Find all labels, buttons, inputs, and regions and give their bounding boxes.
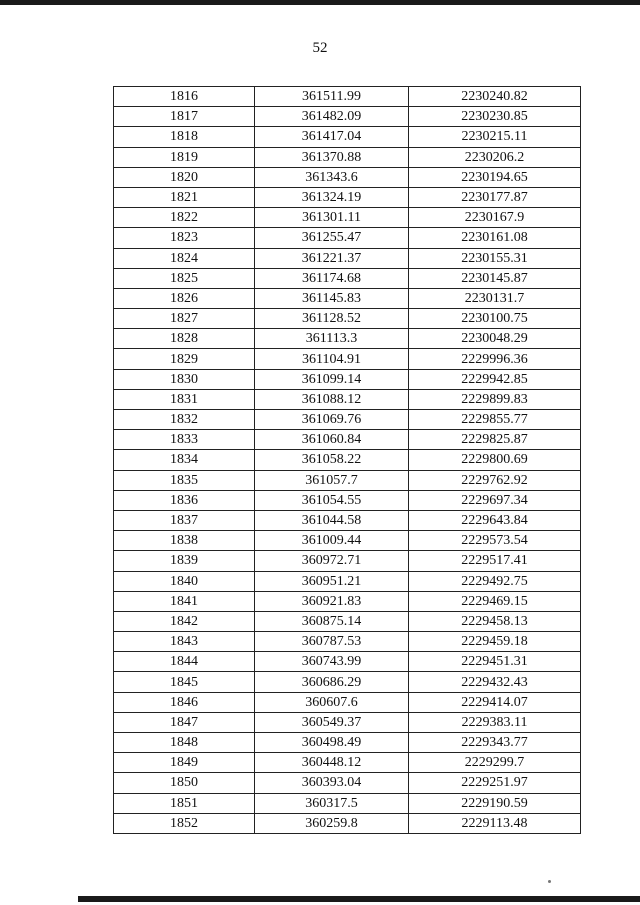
point-number-cell: 1820 [114,167,255,187]
point-number-cell: 1844 [114,652,255,672]
table-row [114,531,581,551]
point-number-cell: 1827 [114,309,255,329]
y-coordinate-cell: 2229414.07 [409,692,581,712]
y-coordinate-cell: 2230145.87 [409,268,581,288]
x-coordinate-cell: 361069.76 [255,410,409,430]
x-coordinate-cell: 360875.14 [255,611,409,631]
x-coordinate-cell: 361511.99 [255,87,409,107]
coordinates-table [113,86,581,834]
y-coordinate-cell: 2229299.7 [409,753,581,773]
table-row [114,288,581,308]
coordinates-table-body [114,87,581,834]
point-number-cell: 1816 [114,87,255,107]
table-row [114,733,581,753]
point-number-cell: 1819 [114,147,255,167]
table-row [114,793,581,813]
top-scan-border [0,0,640,5]
x-coordinate-cell: 361104.91 [255,349,409,369]
y-coordinate-cell: 2229825.87 [409,430,581,450]
x-coordinate-cell: 361054.55 [255,490,409,510]
y-coordinate-cell: 2229643.84 [409,510,581,530]
x-coordinate-cell: 361113.3 [255,329,409,349]
point-number-cell: 1841 [114,591,255,611]
table-row [114,107,581,127]
x-coordinate-cell: 360607.6 [255,692,409,712]
y-coordinate-cell: 2230194.65 [409,167,581,187]
table-row [114,167,581,187]
table-row [114,127,581,147]
x-coordinate-cell: 361057.7 [255,470,409,490]
table-row [114,813,581,833]
y-coordinate-cell: 2229492.75 [409,571,581,591]
y-coordinate-cell: 2229190.59 [409,793,581,813]
point-number-cell: 1837 [114,510,255,530]
y-coordinate-cell: 2230240.82 [409,87,581,107]
table-row [114,753,581,773]
y-coordinate-cell: 2230155.31 [409,248,581,268]
y-coordinate-cell: 2229432.43 [409,672,581,692]
point-number-cell: 1839 [114,551,255,571]
point-number-cell: 1825 [114,268,255,288]
x-coordinate-cell: 361060.84 [255,430,409,450]
point-number-cell: 1835 [114,470,255,490]
point-number-cell: 1832 [114,410,255,430]
table-row [114,349,581,369]
table-row [114,329,581,349]
point-number-cell: 1852 [114,813,255,833]
x-coordinate-cell: 361088.12 [255,389,409,409]
x-coordinate-cell: 361417.04 [255,127,409,147]
table-row [114,187,581,207]
x-coordinate-cell: 360448.12 [255,753,409,773]
y-coordinate-cell: 2230131.7 [409,288,581,308]
table-row [114,470,581,490]
point-number-cell: 1824 [114,248,255,268]
x-coordinate-cell: 360951.21 [255,571,409,591]
table-row [114,450,581,470]
table-row [114,692,581,712]
x-coordinate-cell: 361324.19 [255,187,409,207]
x-coordinate-cell: 360787.53 [255,632,409,652]
y-coordinate-cell: 2229697.34 [409,490,581,510]
point-number-cell: 1842 [114,611,255,631]
point-number-cell: 1817 [114,107,255,127]
point-number-cell: 1831 [114,389,255,409]
point-number-cell: 1836 [114,490,255,510]
y-coordinate-cell: 2230161.08 [409,228,581,248]
x-coordinate-cell: 360498.49 [255,733,409,753]
y-coordinate-cell: 2229800.69 [409,450,581,470]
x-coordinate-cell: 360259.8 [255,813,409,833]
point-number-cell: 1829 [114,349,255,369]
point-number-cell: 1821 [114,187,255,207]
table-row [114,389,581,409]
x-coordinate-cell: 360921.83 [255,591,409,611]
table-row [114,410,581,430]
point-number-cell: 1850 [114,773,255,793]
y-coordinate-cell: 2229451.31 [409,652,581,672]
y-coordinate-cell: 2230048.29 [409,329,581,349]
page-number: 52 [312,40,328,56]
x-coordinate-cell: 361343.6 [255,167,409,187]
x-coordinate-cell: 360972.71 [255,551,409,571]
x-coordinate-cell: 361145.83 [255,288,409,308]
x-coordinate-cell: 361128.52 [255,309,409,329]
table-row [114,208,581,228]
table-row [114,268,581,288]
x-coordinate-cell: 360743.99 [255,652,409,672]
point-number-cell: 1830 [114,369,255,389]
scan-speck [548,880,551,883]
table-row [114,430,581,450]
y-coordinate-cell: 2229762.92 [409,470,581,490]
bottom-scan-border [78,896,640,902]
table-row [114,611,581,631]
y-coordinate-cell: 2229343.77 [409,733,581,753]
table-row [114,773,581,793]
x-coordinate-cell: 361255.47 [255,228,409,248]
point-number-cell: 1840 [114,571,255,591]
y-coordinate-cell: 2229573.54 [409,531,581,551]
point-number-cell: 1838 [114,531,255,551]
coordinates-table-container [113,86,577,834]
point-number-cell: 1833 [114,430,255,450]
y-coordinate-cell: 2230100.75 [409,309,581,329]
table-row [114,147,581,167]
y-coordinate-cell: 2229517.41 [409,551,581,571]
x-coordinate-cell: 361044.58 [255,510,409,530]
x-coordinate-cell: 360686.29 [255,672,409,692]
point-number-cell: 1834 [114,450,255,470]
x-coordinate-cell: 361099.14 [255,369,409,389]
y-coordinate-cell: 2229459.18 [409,632,581,652]
table-row [114,591,581,611]
table-row [114,510,581,530]
y-coordinate-cell: 2229996.36 [409,349,581,369]
point-number-cell: 1851 [114,793,255,813]
y-coordinate-cell: 2229383.11 [409,712,581,732]
y-coordinate-cell: 2229942.85 [409,369,581,389]
y-coordinate-cell: 2229899.83 [409,389,581,409]
x-coordinate-cell: 360393.04 [255,773,409,793]
x-coordinate-cell: 360317.5 [255,793,409,813]
point-number-cell: 1826 [114,288,255,308]
table-row [114,672,581,692]
y-coordinate-cell: 2230215.11 [409,127,581,147]
y-coordinate-cell: 2230230.85 [409,107,581,127]
table-row [114,632,581,652]
x-coordinate-cell: 361370.88 [255,147,409,167]
point-number-cell: 1847 [114,712,255,732]
point-number-cell: 1822 [114,208,255,228]
point-number-cell: 1818 [114,127,255,147]
x-coordinate-cell: 361482.09 [255,107,409,127]
table-row [114,551,581,571]
table-row [114,490,581,510]
x-coordinate-cell: 361174.68 [255,268,409,288]
point-number-cell: 1828 [114,329,255,349]
y-coordinate-cell: 2229251.97 [409,773,581,793]
x-coordinate-cell: 361009.44 [255,531,409,551]
table-row [114,87,581,107]
point-number-cell: 1845 [114,672,255,692]
x-coordinate-cell: 361058.22 [255,450,409,470]
x-coordinate-cell: 361221.37 [255,248,409,268]
y-coordinate-cell: 2229855.77 [409,410,581,430]
point-number-cell: 1846 [114,692,255,712]
y-coordinate-cell: 2229113.48 [409,813,581,833]
y-coordinate-cell: 2229458.13 [409,611,581,631]
table-row [114,652,581,672]
x-coordinate-cell: 361301.11 [255,208,409,228]
point-number-cell: 1849 [114,753,255,773]
table-row [114,228,581,248]
table-row [114,309,581,329]
point-number-cell: 1848 [114,733,255,753]
x-coordinate-cell: 360549.37 [255,712,409,732]
table-row [114,248,581,268]
table-row [114,369,581,389]
y-coordinate-cell: 2230177.87 [409,187,581,207]
y-coordinate-cell: 2229469.15 [409,591,581,611]
y-coordinate-cell: 2230167.9 [409,208,581,228]
table-row [114,571,581,591]
point-number-cell: 1823 [114,228,255,248]
table-row [114,712,581,732]
y-coordinate-cell: 2230206.2 [409,147,581,167]
point-number-cell: 1843 [114,632,255,652]
